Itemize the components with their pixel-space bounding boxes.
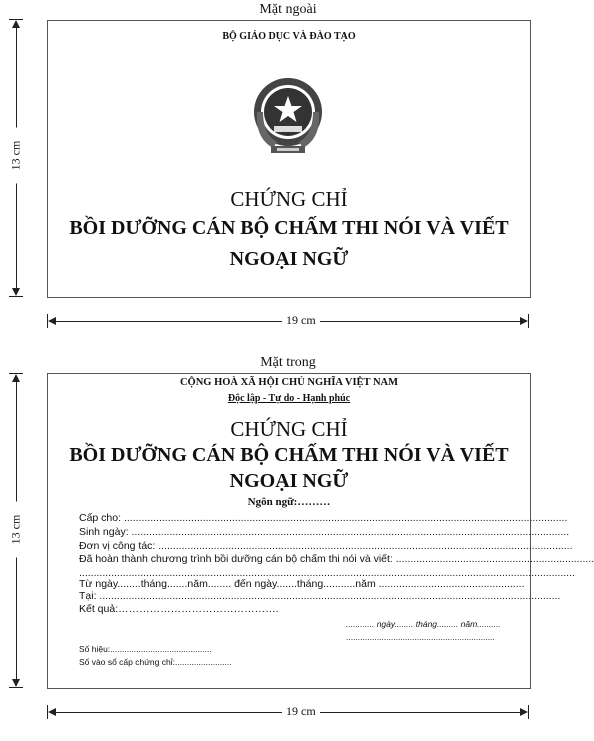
ministry-name: BỘ GIÁO DỤC VÀ ĐÀO TẠO [222,31,356,42]
outer-width-label: 19 cm [282,313,320,328]
language-field: Ngôn ngữ:……… [247,496,331,508]
arrow-down-icon [12,288,20,296]
field-location: Tại: .............................................................................................................................................................. [79,590,561,602]
field-continuation: .......................................................................................................................................................................... [79,567,575,579]
arrow-left-icon [48,317,56,325]
arrow-right-icon [520,708,528,716]
national-motto: Độc lập - Tự do - Hạnh phúc [227,393,351,404]
issue-date-line: ............ ngày........ tháng......... năm.......... [346,619,501,629]
register-number-field: Số vào sổ cấp chứng chỉ:........................ [79,657,232,667]
arrow-left-icon [48,708,56,716]
signature-line: ............................................................... [346,632,495,642]
field-date-range: Từ ngày........tháng.......năm........ đến ngày.......tháng...........năm .................................................. [79,578,525,590]
dim-tick-bottom [9,296,23,297]
inner-cert-subtitle-1: BỒI DƯỠNG CÁN BỘ CHẤM THI NÓI VÀ VIẾT [69,444,509,466]
national-emblem-icon [251,74,325,169]
outer-cert-title: CHỨNG CHỈ [230,187,348,211]
field-date-of-birth: Sinh ngày: ...................................................................................................................................................... [79,526,570,538]
serial-number-field: Số hiệu:........................................... [79,644,212,654]
outer-cert-subtitle-1: BỒI DƯỠNG CÁN BỘ CHẤM THI NÓI VÀ VIẾT [69,217,509,239]
dim-tick-right [528,314,529,328]
inner-width-label: 19 cm [282,704,320,719]
arrow-up-icon [12,374,20,382]
outer-height-label: 13 cm [9,128,24,184]
inner-height-label: 13 cm [9,502,24,558]
outer-card [47,20,531,298]
arrow-up-icon [12,20,20,28]
inner-cert-subtitle-2: NGOẠI NGỮ [229,470,349,492]
arrow-down-icon [12,679,20,687]
inner-cert-title: CHỨNG CHỈ [230,417,348,441]
republic-name: CỘNG HOÀ XÃ HỘI CHỦ NGHĨA VIỆT NAM [179,377,399,388]
dim-tick-right-inner [528,705,529,719]
field-issued-to: Cấp cho: ........................................................................................................................................................ [79,512,568,524]
outer-caption: Mặt ngoài [259,2,317,17]
field-work-unit: Đơn vị công tác: .............................................................................................................................................. [79,540,573,552]
dim-tick-bottom-inner [9,687,23,688]
inner-card [47,373,594,689]
inner-caption: Mặt trong [260,355,316,370]
field-result: Kết quả:………………………………………. [79,603,279,615]
arrow-right-icon [520,317,528,325]
field-completed-program: Đã hoàn thành chương trình bồi dưỡng cán bộ chấm thi nói và viết: .................................................................... [79,553,594,565]
outer-cert-subtitle-2: NGOẠI NGỮ [229,248,349,270]
